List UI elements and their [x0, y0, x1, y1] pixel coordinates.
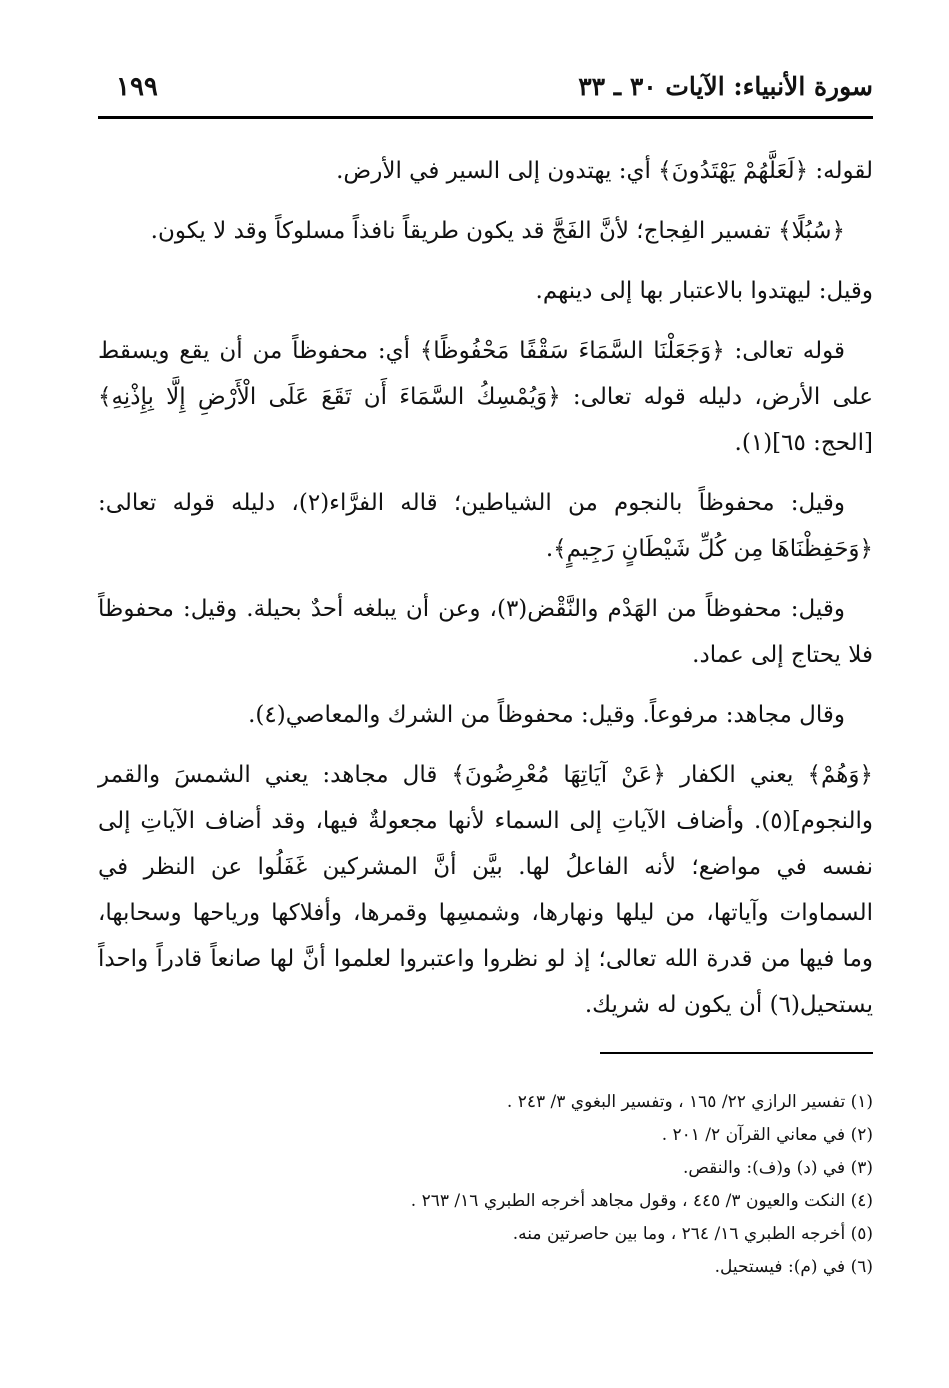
- main-text: [98, 148, 873, 1042]
- paragraph: ﴿وَهُمْ﴾ يعني الكفار ﴿عَنْ آيَاتِهَا مُعْرِضُونَ﴾ قال مجاهد: يعني الشمسَ والقمر والنجوم](٥). وأضاف الآياتِ إلى السماء لأنها مجعولةٌ فيها، وقد أضاف الآياتِ إلى نفسه في مواضع؛ لأنه الفاعلُ لها. بيَّن أنَّ المشركين غَفَلُوا عن النظر في السماوات وآياتها، من ليلها ونهارها، وشمسِها وقمرها، وأفلاكها ورياحها وسحابها، وما فيها من قدرة الله تعالى؛ إذ لو نظروا واعتبروا لعلموا أنَّ لها صانعاً قادراً واحداً يستحيل(٦) أن يكون له شريك.: [98, 762, 873, 1018]
- footnote: (٤) النكت والعيون ٣/ ٤٤٥ ، وقول مجاهد أخرجه الطبري ١٦/ ٢٦٣ .: [410, 1191, 873, 1211]
- paragraph: لقوله: ﴿لَعَلَّهُمْ يَهْتَدُونَ﴾ أي: يهتدون إلى السير في الأرض.: [336, 158, 873, 184]
- paragraph: وقيل: محفوظاً من الهَدْم والنَّقْض(٣)، وعن أن يبلغه أحدٌ بحيلة. وقيل: محفوظاً فلا يحتاج إلى عماد.: [98, 596, 873, 668]
- footnote: (٣) في (د) و(ف): والنقص.: [682, 1158, 873, 1178]
- page-number: ١٩٩: [116, 72, 158, 102]
- paragraph: وقيل: محفوظاً بالنجوم من الشياطين؛ قاله الفرَّاء(٢)، دليله قوله تعالى: ﴿وَحَفِظْنَاهَا مِن كُلِّ شَيْطَانٍ رَجِيمٍ﴾.: [98, 490, 873, 562]
- footnote: (١) تفسير الرازي ٢٢/ ١٦٥ ، وتفسير البغوي ٣/ ٢٤٣ .: [506, 1092, 873, 1112]
- footnote: (٦) في (م): فيستحيل.: [714, 1257, 873, 1277]
- running-title: سورة الأنبياء: الآيات ٣٠ ـ ٣٣: [578, 72, 873, 101]
- footnote: (٢) في معاني القرآن ٢/ ٢٠١ .: [661, 1125, 873, 1145]
- paragraph: ﴿سُبُلًا﴾ تفسير الفِجاج؛ لأنَّ الفَجَّ قد يكون طريقاً نافذاً مسلوكاً وقد لا يكون.: [150, 218, 845, 244]
- footnote: (٥) أخرجه الطبري ١٦/ ٢٦٤ ، وما بين حاصرتين منه.: [512, 1224, 873, 1244]
- paragraph: وقال مجاهد: مرفوعاً. وقيل: محفوظاً من الشرك والمعاصي(٤).: [248, 702, 845, 728]
- footnote-divider: [600, 1052, 873, 1054]
- paragraph: قوله تعالى: ﴿وَجَعَلْنَا السَّمَاءَ سَقْفًا مَحْفُوظًا﴾ أي: محفوظاً من أن يقع ويسقط على الأرض، دليله قوله تعالى: ﴿وَيُمْسِكُ السَّمَاءَ أَن تَقَعَ عَلَى الْأَرْضِ إِلَّا بِإِذْنِهِ﴾ [الحج: ٦٥](١).: [98, 338, 873, 456]
- page-header: [98, 66, 873, 119]
- paragraph: وقيل: ليهتدوا بالاعتبار بها إلى دينهم.: [535, 278, 873, 304]
- footnotes: [98, 1086, 873, 1284]
